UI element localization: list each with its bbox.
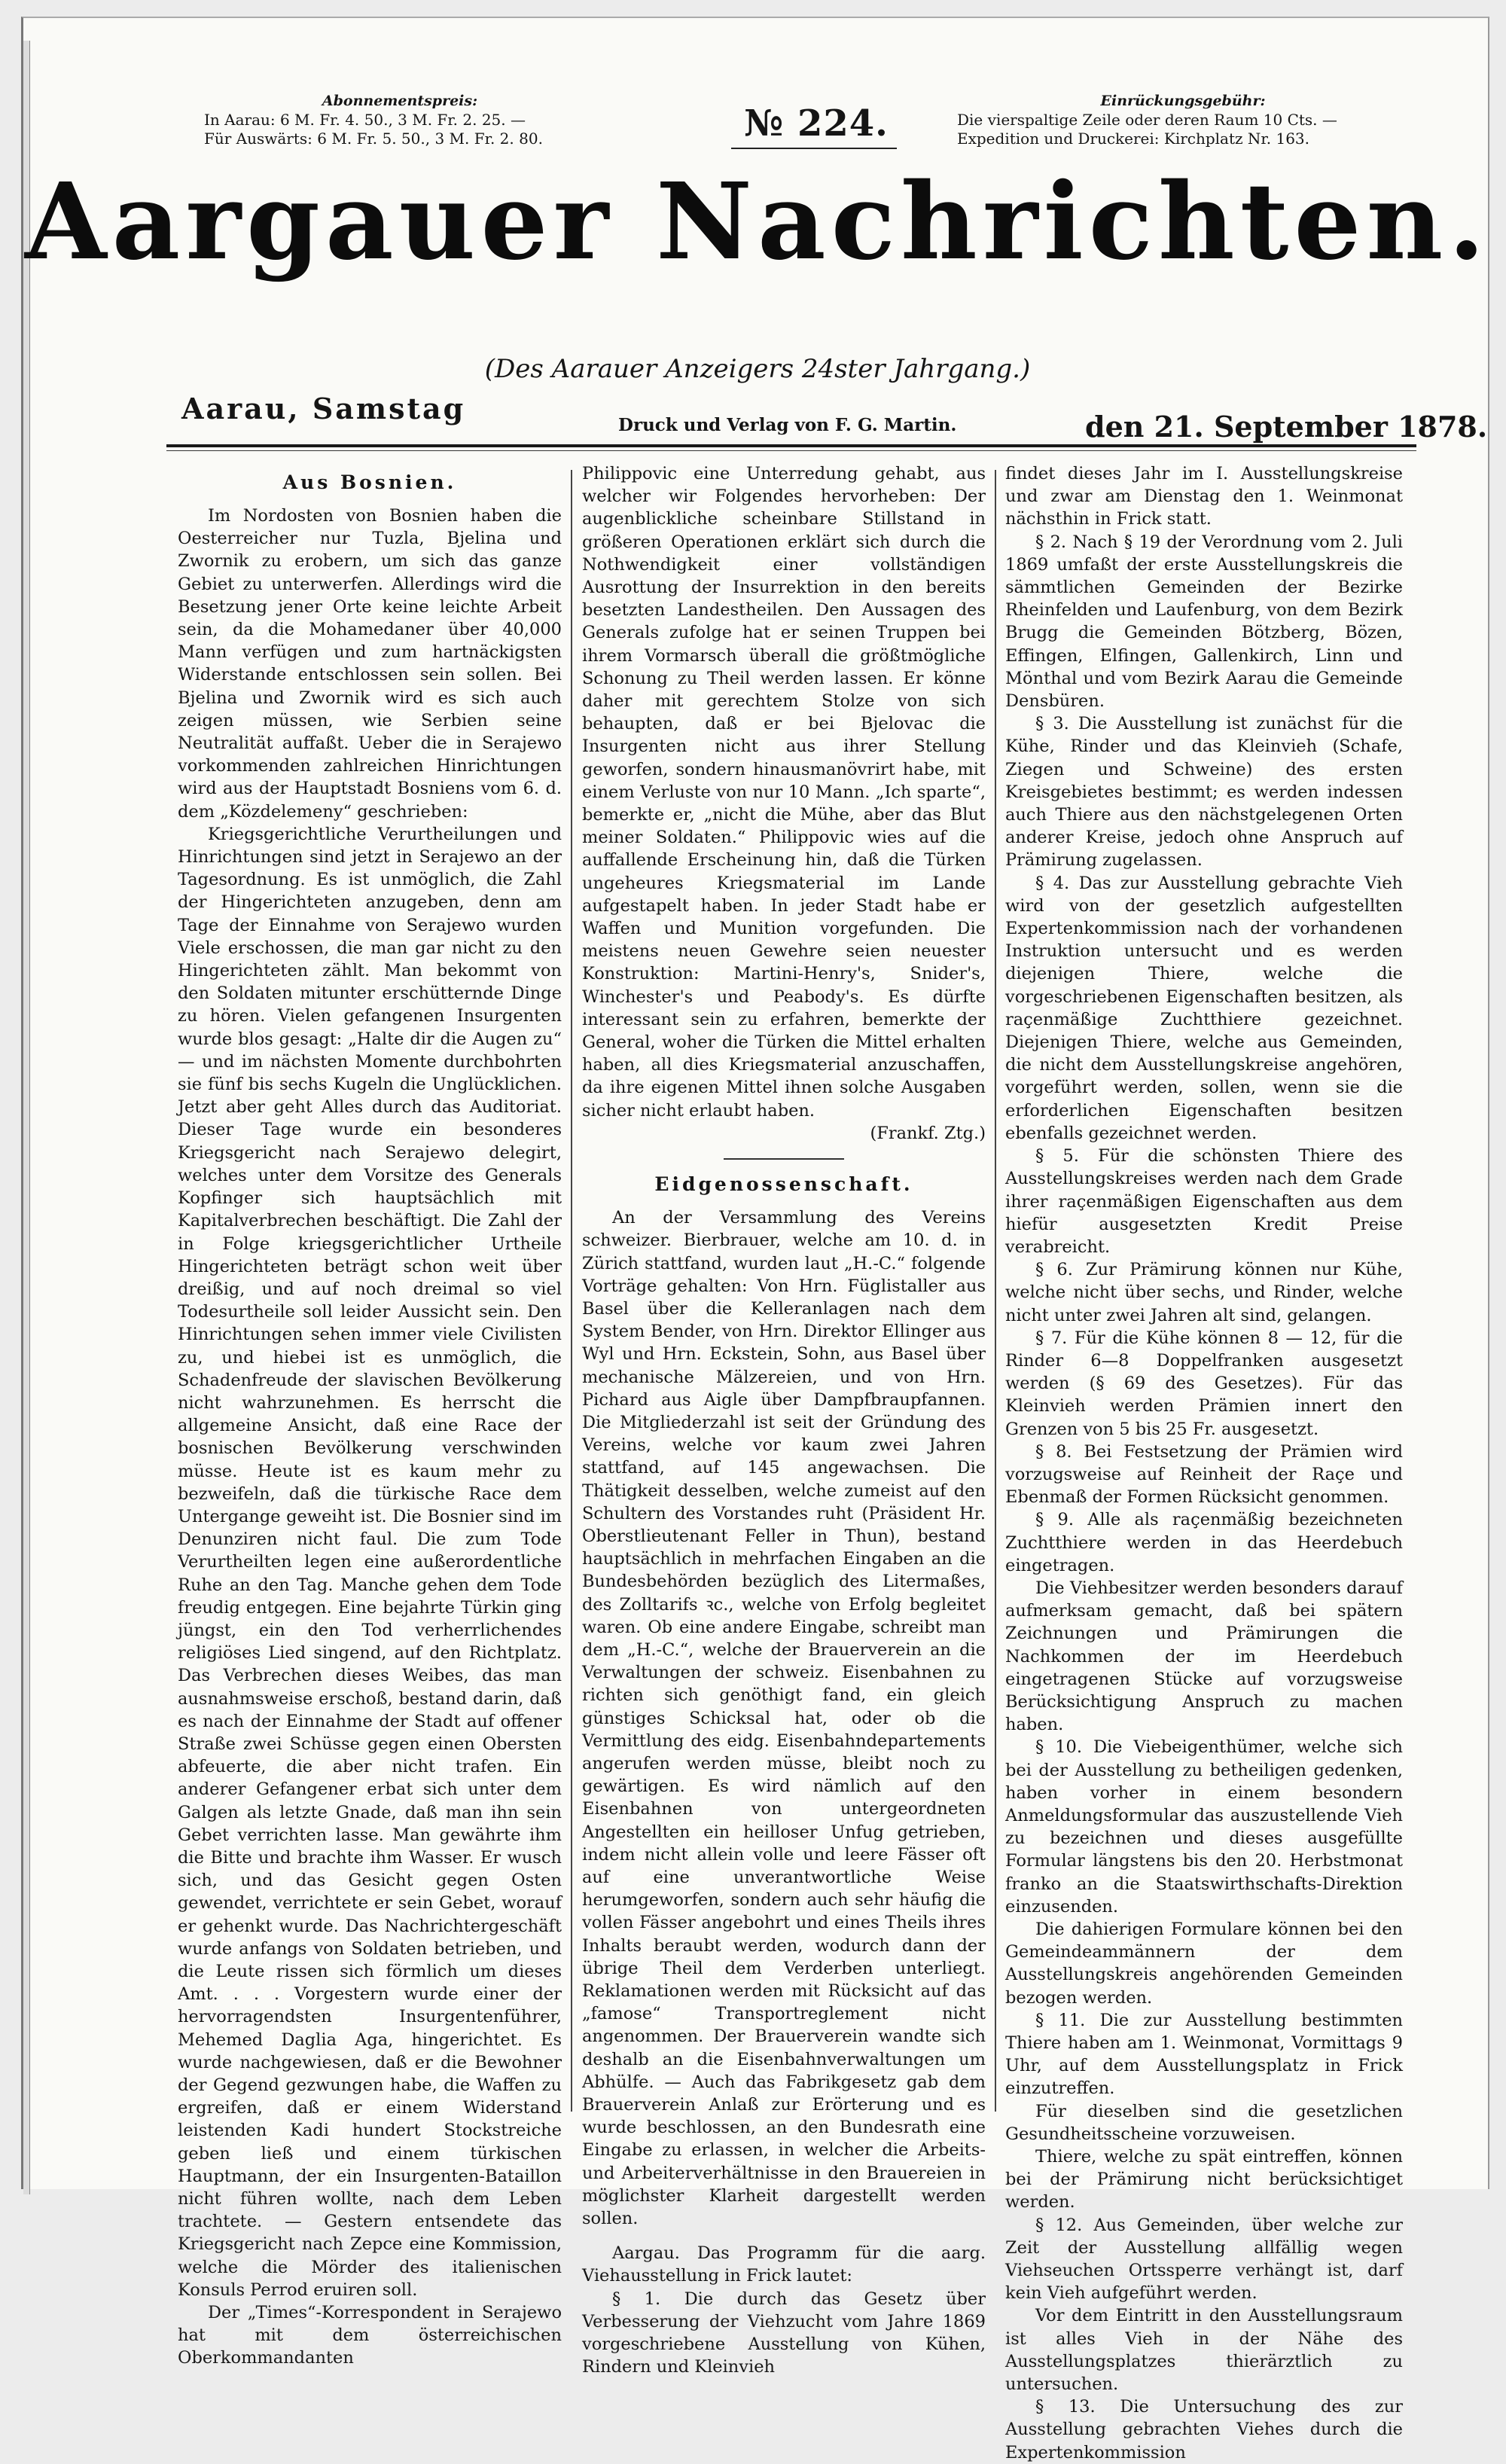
subscription-line: Für Auswärts: 6 M. Fr. 5. 50., 3 M. Fr. 2. 80.	[204, 130, 543, 148]
section-separator	[724, 1158, 844, 1160]
issue-number: № 224.	[744, 102, 889, 145]
header-rule-thick	[166, 444, 1416, 447]
section-heading-bosnia: Aus Bosnien.	[282, 471, 457, 493]
article-paragraph: Im Nordosten von Bosnien haben die Oesterreicher nur Tuzla, Bjelina und Zwornik zu erobern, um sich das ganze Gebiet zu unterwerfen. Allerdings wird die Besetzung jener Orte keine leichte Arbeit sein, da die Mohamedaner über 40,000 Mann verfügen und zum hartnäckigsten Widerstande entschlossen sein sollen. Bei Bjelina und Zwornik wird es sich auch zeigen müssen, wie Serbien seine Neutralität auffaßt. Ueber die in Serajewo vorkommenden zahlreichen Hinrichtungen wird aus der Hauptstadt Bosniens vom 6. d. dem „Közdelemeny“ geschrieben:	[178, 506, 562, 822]
newspaper-page	[21, 17, 1490, 2462]
ad-line: Expedition und Druckerei: Kirchplatz Nr. 163.	[957, 130, 1310, 148]
ad-caption: Einrückungsgebühr:	[1100, 93, 1266, 109]
issue-underline	[731, 148, 897, 149]
article-paragraph: Für dieselben sind die gesetzlichen Gesundheitsscheine vorzuweisen.	[1005, 2101, 1403, 2144]
article-paragraph: Thiere, welche zu spät eintreffen, können bei der Prämirung nicht berücksichtiget werden.	[1005, 2147, 1403, 2212]
issue-date: den 21. September 1878.	[1085, 410, 1488, 444]
article-paragraph: § 6. Zur Prämirung können nur Kühe, welche nicht über sechs, und Rinder, welche nicht unter zwei Jahren alt sind, gelangen.	[1005, 1260, 1403, 1325]
article-source: (Frankf. Ztg.)	[870, 1123, 986, 1143]
article-paragraph: § 11. Die zur Ausstellung bestimmten Thiere haben am 1. Weinmonat, Vormittags 9 Uhr, auf dem Ausstellungsplatz in Frick einzutreffen.	[1005, 2010, 1403, 2099]
article-paragraph: Philippovic eine Unterredung gehabt, aus welcher wir Folgendes hervorheben: Der augenblickliche scheinbare Stillstand in größeren Operationen erklärt sich durch die Nothwendigkeit einer vollständigen Ausrottung der Insurrektion in den bereits besetzten Landestheilen. Den Aussagen des Generals zufolge hat er seinen Truppen bei ihrem Vormarsch überall die größtmögliche Schonung zu Theil werden lassen. Er könne daher mit gerechtem Stolze von sich behaupten, daß er bei Bjelovac die Insurgenten nicht aus ihrer Stellung geworfen, sondern hinausmanövrirt habe, mit einem Verluste von nur 10 Mann. „Ich sparte“, bemerkte er, „nicht die Mühe, aber das Blut meiner Soldaten.“ Philippovic wies auf die auffallende Erscheinung hin, daß die Türken ungeheures Kriegsmaterial im Lande aufgestapelt haben. In jeder Stadt habe er Waffen und Munition vorgefunden. Die meistens neuen Gewehre seien neuester Konstruktion: Martini-Henry's, Snider's, Winchester's und Peabody's. Es dürfte interessant sein zu erfahren, bemerkte der General, woher die Türken die Mittel erhalten haben, all dies Kriegsmaterial anzuschaffen, da ihre eigenen Mittel ihnen solche Ausgaben sicher nicht erlaubt haben.	[582, 464, 986, 1121]
article-paragraph: § 13. Die Untersuchung des zur Ausstellung gebrachten Viehes durch die Expertenkommission	[1005, 2397, 1403, 2462]
subscription-box	[204, 92, 596, 148]
article-paragraph: § 8. Bei Festsetzung der Prämien wird vorzugsweise auf Reinheit der Raçe und Ebenmaß der Formen Rücksicht genommen.	[1005, 1441, 1403, 1508]
column-2	[582, 462, 986, 2377]
article-paragraph: § 12. Aus Gemeinden, über welche zur Zeit der Ausstellung allfällig wegen Viehseuchen Ortssperre verhängt ist, darf kein Vieh aufgeführt werden.	[1005, 2215, 1403, 2304]
article-paragraph: An der Versammlung des Vereins schweizer. Bierbrauer, welche am 10. d. in Zürich stattfand, wurden laut „H.-C.“ folgende Vorträge gehalten: Von Hrn. Füglistaller aus Basel über die Kelleranlagen nach dem System Bender, von Hrn. Direktor Ellinger aus Wyl und Hrn. Eckstein, Sohn, aus Basel über mechanische Mälzereien, und von Hrn. Pichard aus Aigle über Dampfbraupfannen. Die Mitgliederzahl ist seit der Gründung des Vereins, welche vor kaum zwei Jahren stattfand, auf 145 angewachsen. Die Thätigkeit desselben, welche zumeist auf den Schultern des Vorstandes ruht (Präsident Hr. Oberstlieutenant Feller in Thun), bestand hauptsächlich in mehrfachen Eingaben an die Bundesbehörden bezüglich des Litermaßes, des Zolltarifs ꝛc., welche von Erfolg begleitet waren. Ob eine andere Eingabe, schreibt man dem „H.-C.“, welche der Brauerverein an die Verwaltungen der schweiz. Eisenbahnen zu richten sich genöthigt fand, ein gleich günstiges Schicksal hat, oder ob die Vermittlung des eidg. Eisenbahndepartements angerufen werden müsse, bleibt noch zu gewärtigen. Es wird nämlich auf den Eisenbahnen von untergeordneten Angestellten ein heilloser Unfug getrieben, indem nicht allein volle und leere Fässer oft auf eine unverantwortliche Weise herumgeworfen, sondern auch sehr häufig die vollen Fässer angebohrt und eines Theils ihres Inhalts beraubt werden, wodurch dann der übrige Theil dem Verderben unterliegt. Reklamationen werden mit Rücksicht auf das „famose“ Transportreglement nicht angenommen. Der Brauerverein wandte sich deshalb an die Eisenbahnverwaltungen um Abhülfe. — Auch das Fabrikgesetz gab dem Brauerverein Anlaß zur Erörterung und es wurde beschlossen, an den Bundesrath eine Eingabe zu erlassen, in welcher die Arbeits- und Arbeiterverhältnisse in den Brauereien in möglichster Klarheit dargestellt werden sollen.	[582, 1208, 986, 2229]
article-paragraph: § 1. Die durch das Gesetz über Verbesserung der Viehzucht vom Jahre 1869 vorgeschriebene Ausstellung von Kühen, Rindern und Kleinvieh	[582, 2289, 986, 2377]
article-paragraph: § 4. Das zur Ausstellung gebrachte Vieh wird von der gesetzlich aufgestellten Expertenkommission nach der vorhandenen Instruktion untersucht und es werden diejenigen Thiere, welche die vorgeschriebenen Eigenschaften besitzen, als raçenmäßige Zuchtthiere gezeichnet. Diejenigen Thiere, welche aus Gemeinden, die nicht dem Ausstellungskreise angehören, vorgeführt werden, sollen, wenn sie die erforderlichen Eigenschaften besitzen ebenfalls gezeichnet werden.	[1005, 873, 1403, 1143]
printer-line: Druck und Verlag von F. G. Martin.	[618, 415, 957, 435]
column-divider	[571, 470, 572, 2112]
subscription-caption: Abonnementspreis:	[322, 93, 478, 109]
article-paragraph: Kriegsgerichtliche Verurtheilungen und Hinrichtungen sind jetzt in Serajewo an der Tagesordnung. Es ist unmöglich, die Zahl der Hingerichteten anzugeben, denn am Tage der Einnahme von Serajewo wurden Viele erschossen, die man gar nicht zu den Hingerichteten zählt. Man bekommt von den Soldaten mitunter erschütternde Dinge zu hören. Vielen gefangenen Insurgenten wurde blos gesagt: „Halte dir die Augen zu“ — und im nächsten Momente durchbohrten sie fünf bis sechs Kugeln die Unglücklichen. Jetzt aber geht Alles durch das Auditoriat. Dieser Tage wurde ein besonderes Kriegsgericht nach Serajewo delegirt, welches unter dem Vorsitze des Generals Kopfinger sich hauptsächlich mit Kapitalverbrechen beschäftigt. Die Zahl der in Folge kriegsgerichtlicher Urtheile Hingerichteten beträgt schon weit über dreißig, und auf noch dreimal so viel Todesurtheile soll leider Aussicht sein. Den Hinrichtungen sehen immer viele Civilisten zu, und hiebei ist es unmöglich, die Schadenfreude der slavischen Bevölkerung nicht wahrzunehmen. Es herrscht die allgemeine Ansicht, daß eine Race der bosnischen Bevölkerung verschwinden müsse. Heute ist es kaum mehr zu bezweifeln, daß die türkische Race dem Untergange geweiht ist. Die Bosnier sind im Denunziren nicht faul. Die zum Tode Verurtheilten legen eine außerordentliche Ruhe an den Tag. Manche gehen dem Tode freudig entgegen. Eine bejahrte Türkin ging jüngst, ein den Tod verherrlichendes religiöses Lied singend, auf den Richtplatz. Das Verbrechen dieses Weibes, das man ausnahmsweise erschoß, bestand darin, daß es nach der Einnahme der Stadt auf offener Straße zwei Schüsse gegen einen Obersten abfeuerte, die aber nicht trafen. Ein anderer Gefangener erbat sich unter dem Galgen als letzte Gnade, daß man ihn sein Gebet verrichten lasse. Man gewährte ihm die Bitte und brachte ihm Wasser. Er wusch sich, und das Gesicht gegen Osten gewendet, verrichtete er sein Gebet, worauf er gehenkt wurde. Das Nachrichtergeschäft wurde anfangs von Soldaten betrieben, und die Leute rissen sich förmlich um dieses Amt. . . . Vorgestern wurde einer der hervorragendsten Insurgentenführer, Mehemed Daglia Aga, hingerichtet. Es wurde nachgewiesen, daß er die Bewohner der Gegend gezwungen habe, die Waffen zu ergreifen, daß er einem Widerstand leistenden Kadi hundert Stockstreiche geben ließ und einem türkischen Hauptmann, der ein Insurgenten-Bataillon nicht führen wollte, nach dem Leben trachtete. — Gestern entsendete das Kriegsgericht nach Zepce eine Kommission, welche die Mörder des italienischen Konsuls Perrod eruiren soll.	[178, 824, 562, 2300]
article-paragraph: Aargau. Das Programm für die aarg. Viehausstellung in Frick lautet:	[582, 2243, 986, 2286]
place-day: Aarau, Samstag	[181, 392, 466, 425]
article-paragraph: § 9. Alle als raçenmäßig bezeichneten Zuchtthiere werden in das Heerdebuch eingetragen.	[1005, 1510, 1403, 1575]
ad-line: Die vierspaltige Zeile oder deren Raum 10 Cts. —	[957, 111, 1337, 129]
article-paragraph: Die dahierigen Formulare können bei den Gemeindeammännern der dem Ausstellungskreis angehörenden Gemeinden bezogen werden.	[1005, 1920, 1403, 2008]
article-paragraph: § 10. Die Viebeigenthümer, welche sich bei der Ausstellung zu betheiligen gedenken, haben vorher in einem besondern Anmeldungsformular das auszustellende Vieh zu bezeichnen und dieses ausgefüllte Formular längstens bis den 20. Herbstmonat franko an die Staatswirthschafts-Direktion einzusenden.	[1005, 1737, 1403, 1917]
header-rule-thin	[166, 450, 1416, 451]
article-paragraph: § 5. Für die schönsten Thiere des Ausstellungskreises werden nach dem Grade ihrer raçenmäßigen Eigenschaften aus dem hiefür ausgesetzten Kredit Preise verabreicht.	[1005, 1146, 1403, 1257]
column-divider	[995, 470, 996, 2112]
article-paragraph: findet dieses Jahr im I. Ausstellungskreise und zwar am Dienstag den 1. Weinmonat nächsthin in Frick statt.	[1005, 464, 1403, 529]
newspaper-subtitle: (Des Aarauer Anzeigers 24ster Jahrgang.)	[484, 354, 1031, 384]
article-paragraph: § 7. Für die Kühe können 8 — 12, für die Rinder 6—8 Doppelfranken ausgesetzt werden (§ 69 des Gesetzes). Für das Kleinvieh werden Prämien innert den Grenzen von 5 bis 25 Fr. ausgesetzt.	[1005, 1328, 1403, 1439]
ad-rates-box	[957, 92, 1409, 148]
section-heading-eidgenossenschaft: Eidgenossenschaft.	[654, 1173, 913, 1196]
subscription-line: In Aarau: 6 M. Fr. 4. 50., 3 M. Fr. 2. 25. —	[204, 111, 526, 129]
article-paragraph: § 3. Die Ausstellung ist zunächst für die Kühe, Rinder und das Kleinvieh (Schafe, Ziegen und Schweine) des ersten Kreisgebietes bestimmt; es werden indessen auch Thiere aus den nächstgelegenen Orten anderer Kreise, jedoch ohne Anspruch auf Prämirung zugelassen.	[1005, 714, 1403, 871]
article-paragraph: § 2. Nach § 19 der Verordnung vom 2. Juli 1869 umfaßt der erste Ausstellungskreis die sämmtlichen Gemeinden der Bezirke Rheinfelden und Laufenburg, von dem Bezirk Brugg die Gemeinden Bötzberg, Bözen, Effingen, Elfingen, Gallenkirch, Linn und Mönthal und vom Bezirk Aarau die Gemeinde Densbüren.	[1005, 532, 1403, 712]
article-paragraph: Die Viehbesitzer werden besonders darauf aufmerksam gemacht, daß bei spätern Zeichnungen und Prämirungen die Nachkommen der im Heerdebuch eingetragenen Stücke auf vorzugsweise Berücksichtigung Anspruch zu machen haben.	[1005, 1578, 1403, 1735]
column-1	[178, 462, 562, 2368]
article-paragraph: Der „Times“-Korrespondent in Serajewo hat mit dem österreichischen Oberkommandanten	[178, 2303, 562, 2368]
article-paragraph: Vor dem Eintritt in den Ausstellungsraum ist alles Vieh in der Nähe des Ausstellungsplatzes thierärztlich zu untersuchen.	[1005, 2306, 1403, 2395]
newspaper-title: Aargauer Nachrichten.	[24, 160, 1490, 284]
column-3	[1005, 462, 1403, 2462]
